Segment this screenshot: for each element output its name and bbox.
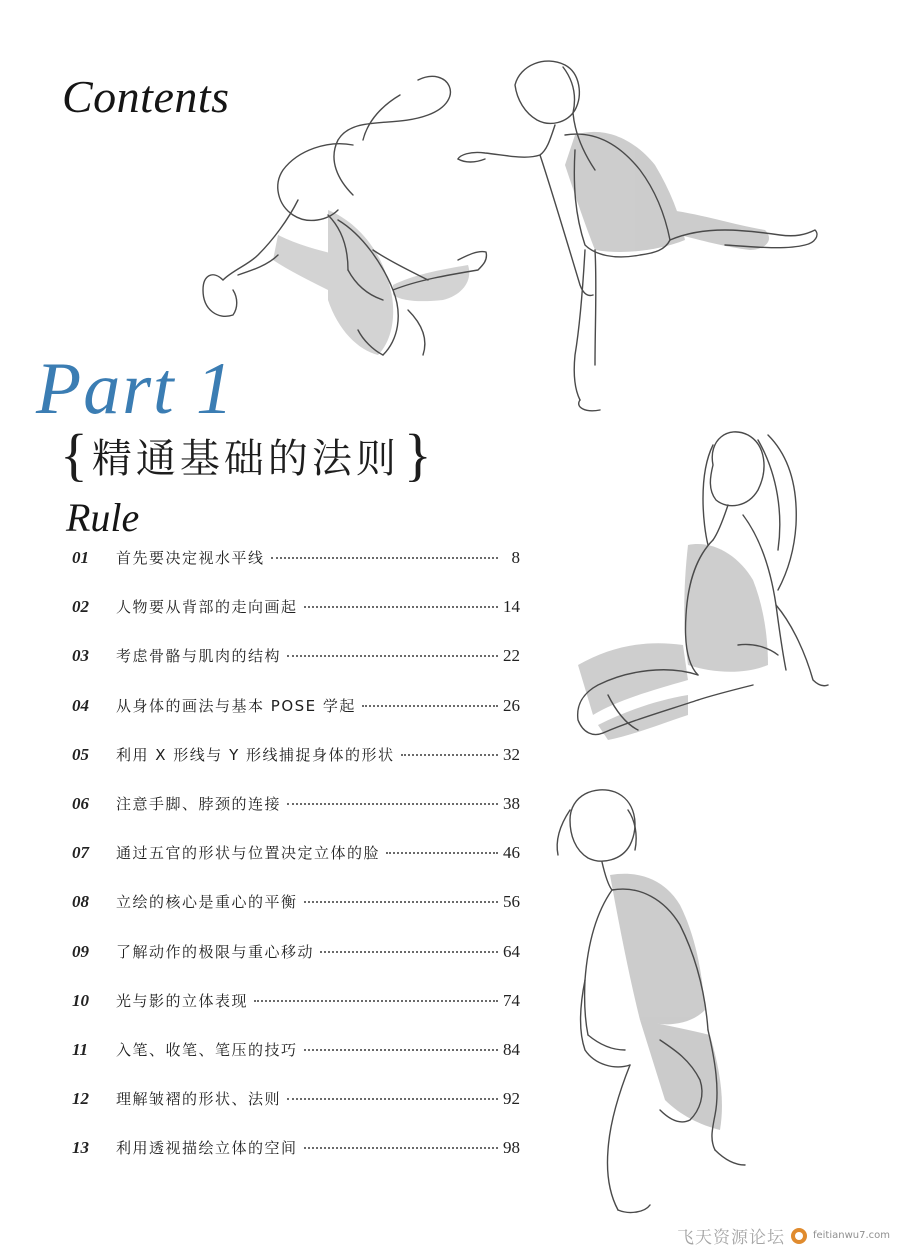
- toc-entry[interactable]: [72, 636, 520, 685]
- toc-entry-page: 26: [503, 695, 520, 715]
- toc-entry[interactable]: [72, 833, 520, 882]
- toc-entry-number: 09: [72, 941, 89, 961]
- toc-dot-leader: [271, 557, 498, 559]
- toc-entry[interactable]: [72, 932, 520, 981]
- toc-entry[interactable]: [72, 735, 520, 784]
- watermark-text: 飞天资源论坛: [676, 1228, 785, 1248]
- section-title: Rule: [66, 495, 140, 540]
- toc-entry-number: 03: [72, 646, 89, 666]
- toc-entry[interactable]: [72, 784, 520, 833]
- toc-dot-leader: [362, 705, 498, 707]
- toc-entry-number: 06: [72, 793, 89, 813]
- toc-entry-page: 92: [503, 1089, 520, 1109]
- toc-entry-number: 08: [72, 892, 89, 912]
- toc-entry-page: 8: [511, 548, 520, 567]
- toc-entry-title: 首先要决定视水平线: [116, 549, 265, 567]
- toc-entry-number: 04: [72, 695, 89, 715]
- toc-entry[interactable]: [72, 686, 520, 735]
- toc-dot-leader: [287, 655, 498, 657]
- toc-entry-title: 通过五官的形状与位置决定立体的脸: [116, 844, 381, 863]
- toc-entry-number: 01: [72, 548, 89, 567]
- toc-entry-title: 注意手脚、脖颈的连接: [116, 794, 282, 813]
- sketch-girl-twintails-sitting-icon: [538, 415, 838, 745]
- toc-entry-title: 了解动作的极限与重心移动: [116, 942, 315, 961]
- contents-title: Contents: [62, 71, 230, 122]
- toc-entry-title: 人物要从背部的走向画起: [116, 598, 298, 617]
- sketch-girl-leaning-reaching-icon: [455, 55, 835, 425]
- toc-entry-page: 14: [503, 597, 520, 617]
- toc-entry-number: 07: [72, 843, 89, 863]
- watermark-logo-icon: [791, 1228, 807, 1244]
- toc-entry[interactable]: [72, 538, 520, 587]
- table-of-contents: [72, 538, 520, 1177]
- part-title: Part 1: [36, 348, 236, 430]
- toc-dot-leader: [287, 803, 498, 805]
- toc-entry-number: 10: [72, 990, 89, 1010]
- toc-dot-leader: [287, 1098, 498, 1100]
- toc-entry[interactable]: [72, 1079, 520, 1128]
- toc-entry-title: 考虑骨骼与肌肉的结构: [116, 647, 282, 666]
- toc-entry-title: 立绘的核心是重心的平衡: [116, 893, 298, 912]
- site-watermark: [677, 1223, 890, 1248]
- toc-dot-leader: [401, 754, 498, 756]
- toc-entry-page: 64: [503, 941, 520, 961]
- toc-entry-number: 11: [72, 1039, 89, 1059]
- toc-dot-leader: [304, 901, 498, 903]
- close-brace: }: [403, 422, 432, 487]
- toc-entry-page: 46: [503, 843, 520, 863]
- toc-entry-number: 12: [72, 1089, 89, 1109]
- watermark-url: feitianwu7.com: [812, 1230, 890, 1241]
- toc-dot-leader: [304, 1147, 498, 1149]
- toc-entry-page: 98: [503, 1138, 520, 1158]
- toc-dot-leader: [304, 606, 498, 608]
- toc-entry-number: 02: [72, 597, 89, 617]
- open-brace: {: [60, 422, 88, 487]
- toc-dot-leader: [304, 1049, 498, 1051]
- toc-entry[interactable]: [72, 981, 520, 1030]
- toc-entry[interactable]: [72, 1030, 520, 1079]
- toc-entry-title: 利用 X 形线与 Y 形线捕捉身体的形状: [116, 745, 395, 764]
- toc-dot-leader: [254, 1000, 498, 1002]
- toc-entry[interactable]: [72, 882, 520, 931]
- toc-entry-title: 入笔、收笔、笔压的技巧: [116, 1040, 298, 1059]
- part-subtitle: [60, 422, 432, 488]
- sketch-girl-sitting-tying-shoe-icon: [178, 70, 498, 370]
- toc-entry-title: 利用透视描绘立体的空间: [116, 1139, 298, 1158]
- toc-entry-number: 05: [72, 744, 89, 764]
- toc-entry-page: 38: [503, 793, 520, 813]
- toc-entry[interactable]: [72, 1128, 520, 1177]
- toc-entry-page: 22: [503, 646, 520, 666]
- toc-entry-page: 74: [503, 990, 520, 1010]
- part-subtitle-text: 精通基础的法则: [91, 435, 400, 482]
- toc-entry-page: 84: [503, 1039, 520, 1059]
- toc-entry-number: 13: [72, 1138, 89, 1158]
- toc-entry[interactable]: [72, 587, 520, 636]
- toc-entry-title: 从身体的画法与基本 POSE 学起: [116, 696, 356, 715]
- toc-dot-leader: [386, 852, 498, 854]
- toc-entry-page: 56: [503, 892, 520, 912]
- sketch-girl-standing-leg-raised-icon: [540, 780, 780, 1220]
- toc-entry-title: 理解皱褶的形状、法则: [116, 1090, 282, 1109]
- toc-entry-title: 光与影的立体表现: [116, 991, 249, 1010]
- toc-dot-leader: [320, 951, 498, 953]
- toc-entry-page: 32: [503, 744, 520, 764]
